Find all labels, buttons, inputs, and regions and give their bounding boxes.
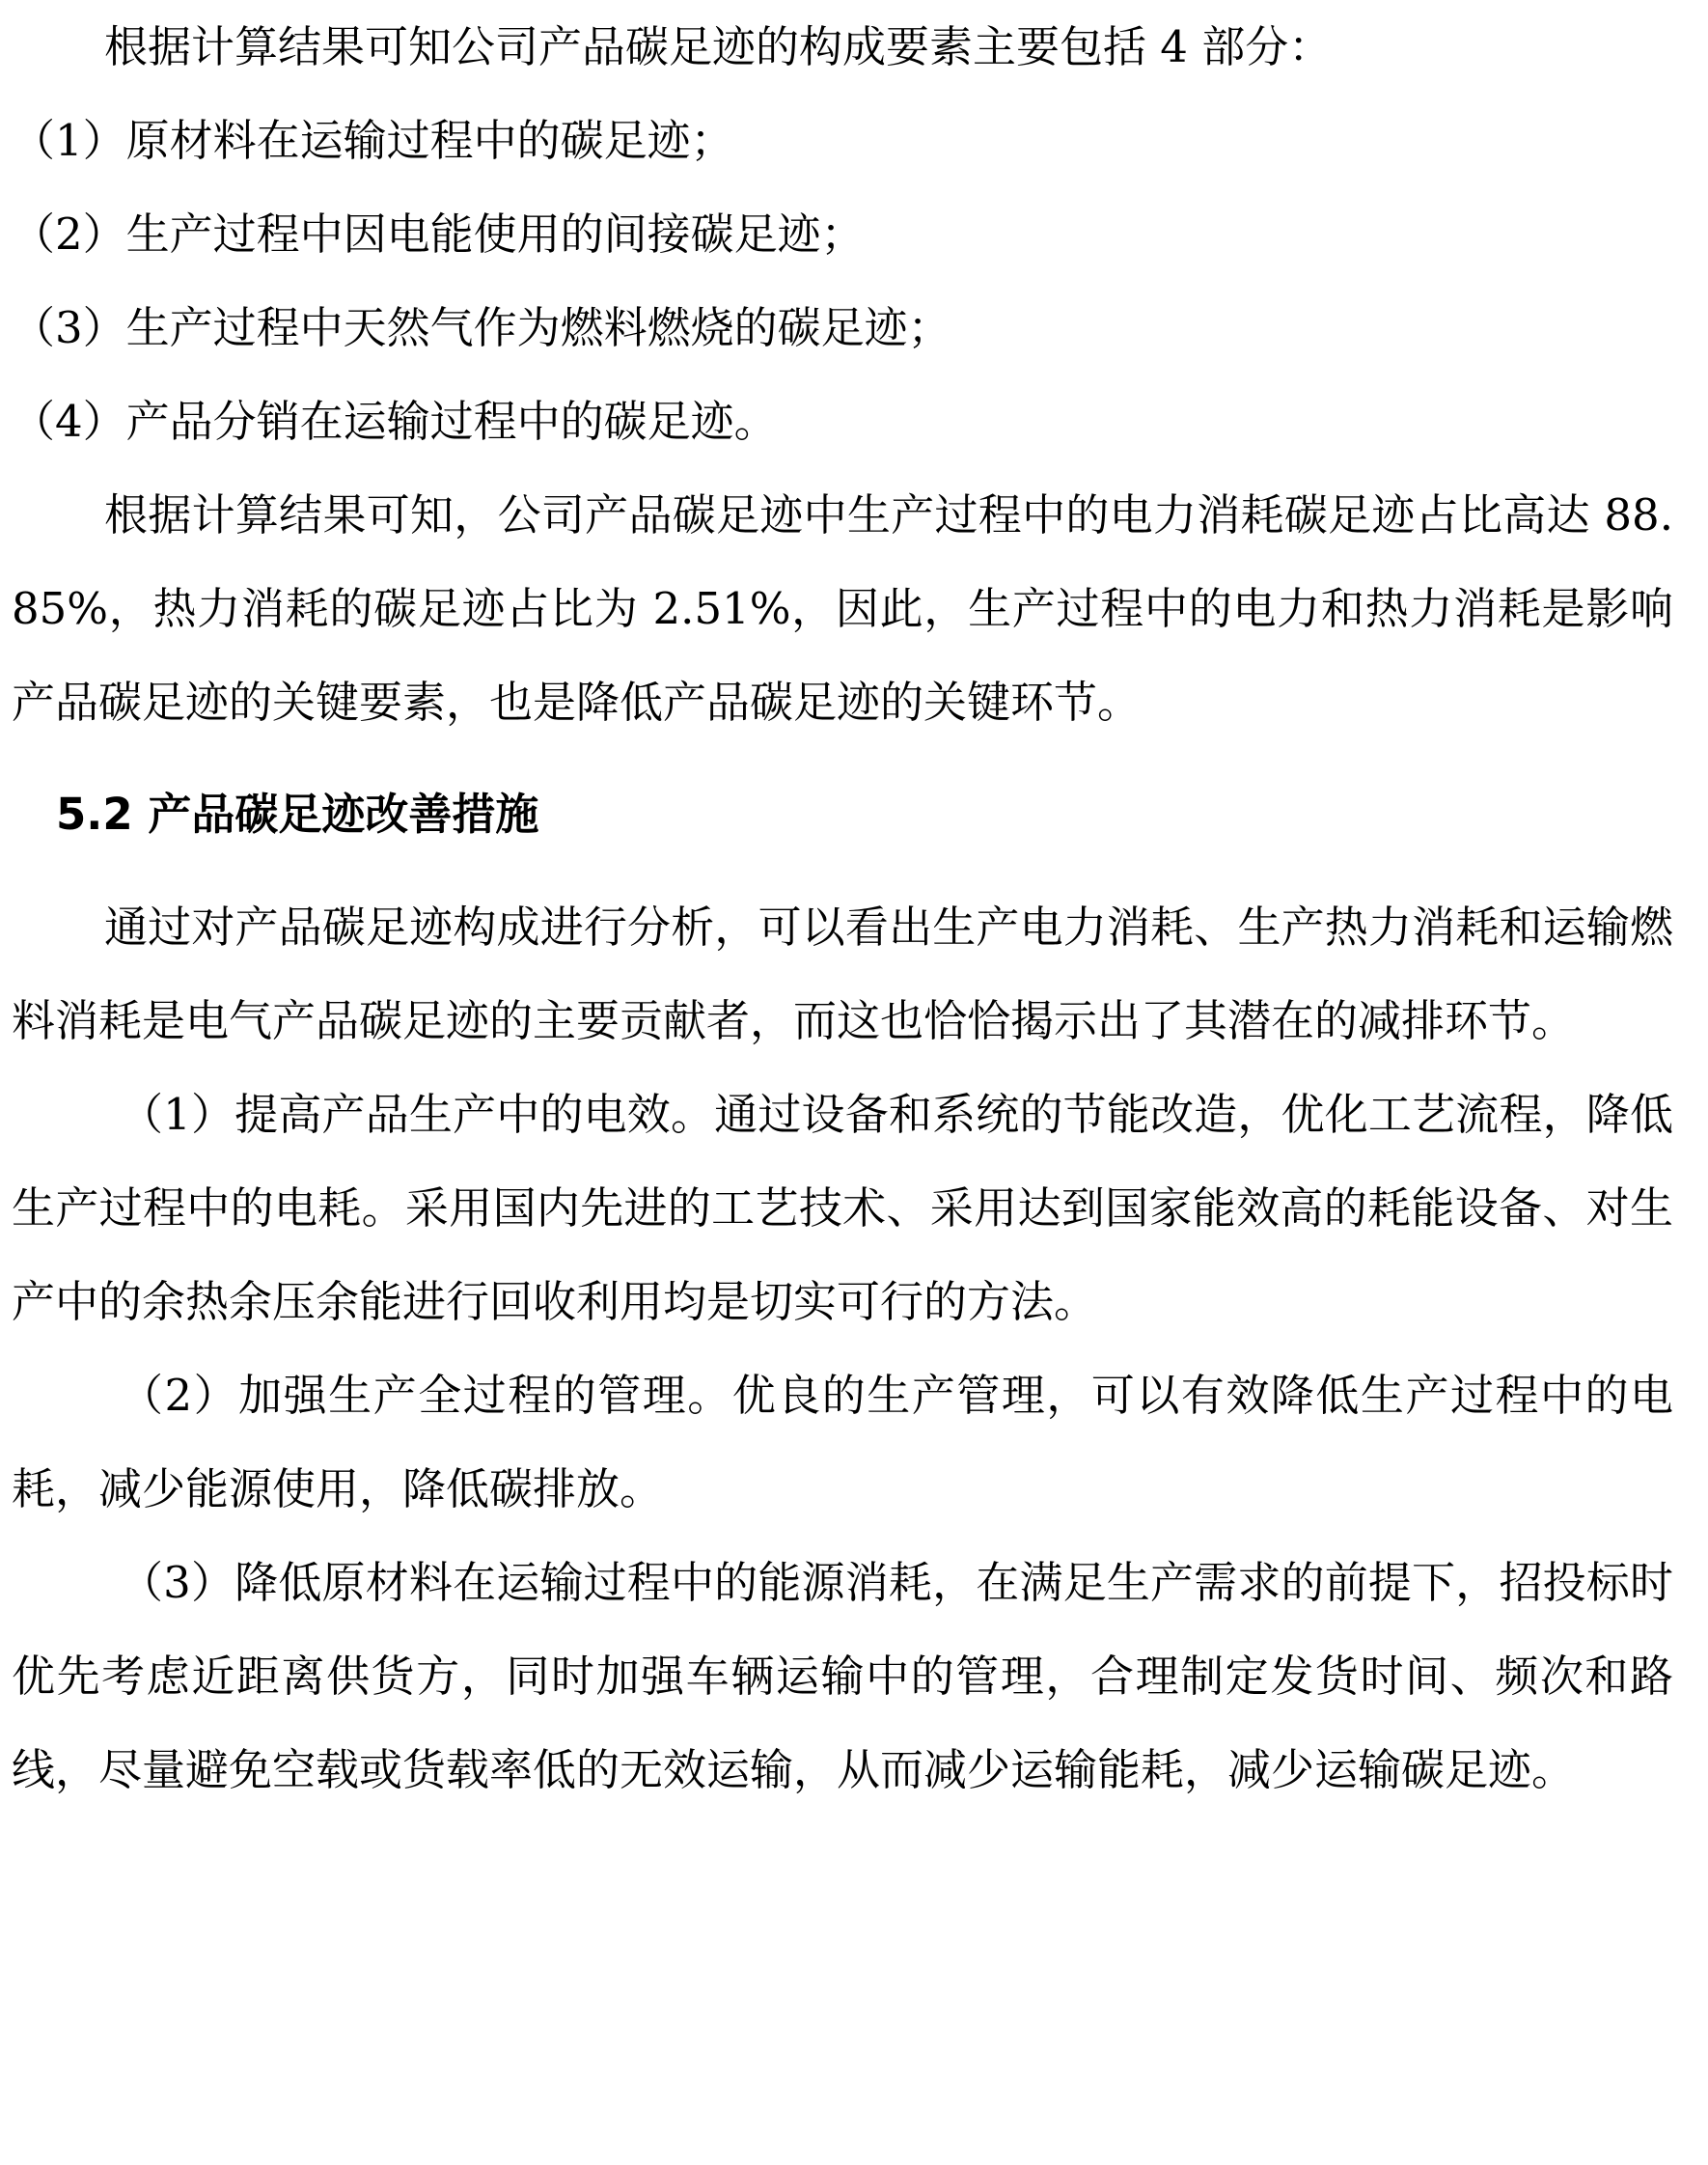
document-content [12,0,1673,1817]
section-heading: 5.2 产品碳足迹改善措施 [56,789,539,840]
component-item-4: （4）产品分销在运输过程中的碳足迹。 [12,396,778,447]
measure-paragraph-3: （3）降低原材料在运输过程中的能源消耗，在满足生产需求的前提下，招投标时优先考虑近距离供货方，同时加强车辆运输中的管理，合理制定发货时间、频次和路线，尽量避免空载或货载率低的无效运输，从而减少运输能耗，减少运输碳足迹。 [12,1557,1673,1795]
component-item-3: （3）生产过程中天然气作为燃料燃烧的碳足迹； [12,302,951,353]
analysis-paragraph: 根据计算结果可知，公司产品碳足迹中生产过程中的电力消耗碳足迹占比高达 88.85%，热力消耗的碳足迹占比为 2.51%，因此，生产过程中的电力和热力消耗是影响产品碳足迹的关键要素，也是降低产品碳足迹的关键环节。 [12,489,1673,728]
component-item-2: （2）生产过程中因电能使用的间接碳足迹； [12,208,865,260]
section-intro-paragraph: 通过对产品碳足迹构成进行分析，可以看出生产电力消耗、生产热力消耗和运输燃料消耗是电气产品碳足迹的主要贡献者，而这也恰恰揭示出了其潜在的减排环节。 [12,902,1673,1046]
measure-paragraph-1: （1）提高产品生产中的电效。通过设备和系统的节能改造，优化工艺流程，降低生产过程中的电耗。采用国内先进的工艺技术、采用达到国家能效高的耗能设备、对生产中的余热余压余能进行回收利用均是切实可行的方法。 [12,1089,1673,1327]
measure-paragraph-2: （2）加强生产全过程的管理。优良的生产管理，可以有效降低生产过程中的电耗，减少能源使用，降低碳排放。 [12,1370,1673,1514]
intro-paragraph: 根据计算结果可知公司产品碳足迹的构成要素主要包括 4 部分： [104,21,1333,72]
component-item-1: （1）原材料在运输过程中的碳足迹； [12,115,734,166]
